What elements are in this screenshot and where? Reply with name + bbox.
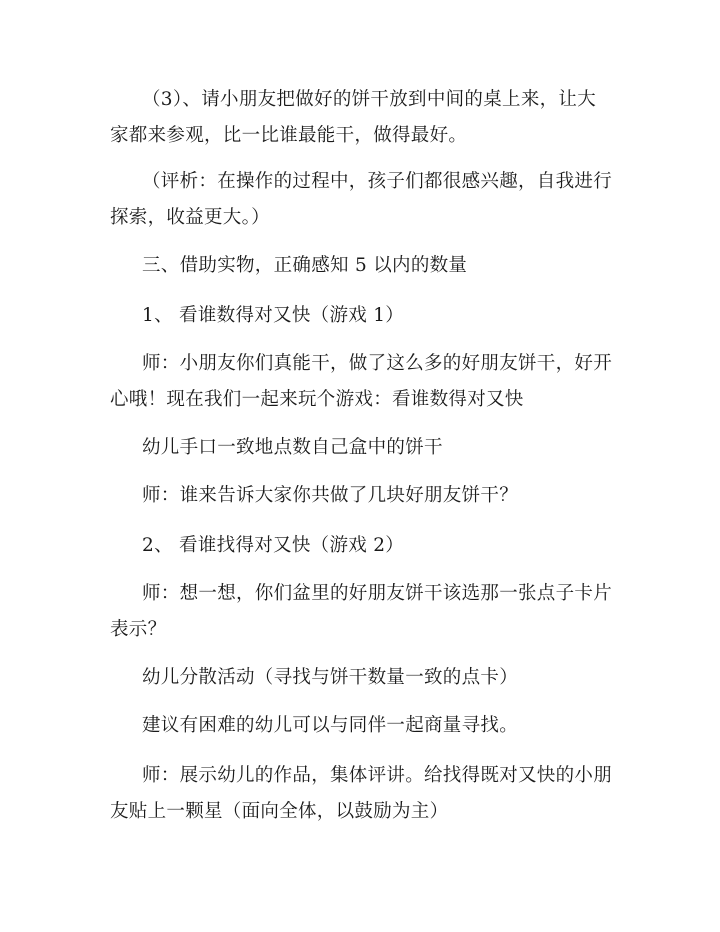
- text-line: 建议有困难的幼儿可以与同伴一起商量寻找。: [142, 715, 519, 736]
- text-line: 家都来参观，比一比谁最能干，做得最好。: [110, 125, 468, 146]
- game-1-heading: [110, 298, 618, 334]
- paragraph-children-count: [110, 430, 618, 466]
- text-line: 师：展示幼儿的作品，集体评讲。给找得既对又快的小朋: [142, 765, 613, 786]
- paragraph-commentary: [110, 164, 618, 236]
- text-line: 心哦！现在我们一起来玩个游戏：看谁数得对又快: [110, 389, 524, 410]
- section-heading-3: [110, 248, 618, 284]
- text-line: 2、 看谁找得对又快（游戏 2）: [142, 535, 405, 556]
- text-line: （评析：在操作的过程中，孩子们都很感兴趣，自我进行: [142, 171, 613, 192]
- paragraph-teacher-2: [110, 478, 618, 514]
- paragraph-suggestion: [110, 708, 618, 744]
- text-line: 幼儿手口一致地点数自己盒中的饼干: [142, 437, 443, 458]
- text-line: 表示？: [110, 619, 167, 640]
- text-line: 师：谁来告诉大家你共做了几块好朋友饼干？: [142, 485, 519, 506]
- text-line: 探索，收益更大。）: [110, 207, 270, 228]
- text-line: 幼儿分散活动（寻找与饼干数量一致的点卡）: [142, 667, 519, 688]
- paragraph-teacher-4: [110, 758, 618, 830]
- paragraph-teacher-1: [110, 346, 618, 418]
- text-line: 师：小朋友你们真能干，做了这么多的好朋友饼干，好开: [142, 353, 613, 374]
- paragraph-activity: [110, 660, 618, 696]
- text-line: 友贴上一颗星（面向全体，以鼓励为主）: [110, 801, 449, 822]
- text-line: 师：想一想，你们盆里的好朋友饼干该选那一张点子卡片: [142, 583, 613, 604]
- text-line: 三、借助实物，正确感知 5 以内的数量: [142, 255, 468, 276]
- text-line: 1、 看谁数得对又快（游戏 1）: [142, 305, 405, 326]
- paragraph-step-3: [110, 82, 618, 154]
- paragraph-teacher-3: [110, 576, 618, 648]
- game-2-heading: [110, 528, 618, 564]
- text-line: （3）、请小朋友把做好的饼干放到中间的桌上来，让大: [142, 89, 597, 110]
